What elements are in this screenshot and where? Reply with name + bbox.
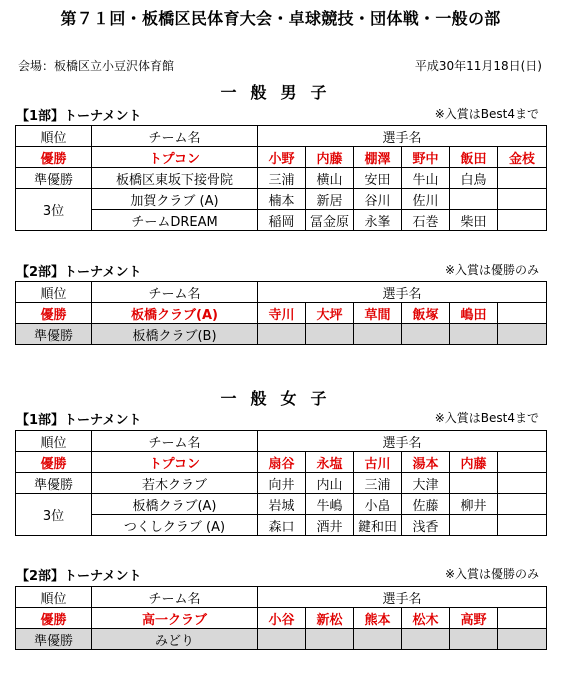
rank-cell: 優勝 — [16, 147, 92, 168]
player-cell: 牛嶋 — [306, 494, 354, 515]
player-cell: 三浦 — [354, 473, 402, 494]
rank-cell: 優勝 — [16, 303, 92, 324]
men-div1-title: 【1部】トーナメント — [16, 109, 142, 124]
rank-cell: 3位 — [16, 494, 92, 536]
player-cell — [450, 189, 498, 210]
table-row — [16, 210, 547, 231]
player-cell: 大津 — [402, 473, 450, 494]
team-name-cell: トプコン — [92, 147, 258, 168]
player-cell: 新居 — [306, 189, 354, 210]
player-cell: 安田 — [354, 168, 402, 189]
header-row — [16, 431, 547, 452]
player-cell — [306, 629, 354, 650]
player-cell — [498, 629, 547, 650]
team-header: チーム名 — [92, 126, 258, 147]
men-section-heading: 一般男子 — [220, 83, 341, 102]
women-div1-title: 【1部】トーナメント — [16, 413, 142, 428]
player-cell: 内藤 — [450, 452, 498, 473]
player-cell: 小谷 — [258, 608, 306, 629]
player-cell: 永塩 — [306, 452, 354, 473]
player-cell: 牛山 — [402, 168, 450, 189]
rank-cell: 優勝 — [16, 608, 92, 629]
player-cell: 石巻 — [402, 210, 450, 231]
player-cell: 嶋田 — [450, 303, 498, 324]
team-header: チーム名 — [92, 587, 258, 608]
player-cell — [306, 324, 354, 345]
player-cell — [258, 629, 306, 650]
header-row — [16, 126, 547, 147]
rank-cell: 準優勝 — [16, 473, 92, 494]
player-cell — [498, 515, 547, 536]
rank-header: 順位 — [16, 431, 92, 452]
player-cell: 新松 — [306, 608, 354, 629]
player-cell: 向井 — [258, 473, 306, 494]
player-cell: 鍵和田 — [354, 515, 402, 536]
player-cell: 古川 — [354, 452, 402, 473]
header-row — [16, 282, 547, 303]
men-div2-title: 【2部】トーナメント — [16, 265, 142, 280]
player-cell: 柴田 — [450, 210, 498, 231]
player-cell — [498, 608, 547, 629]
team-name-cell: 若木クラブ — [92, 473, 258, 494]
men-div2-table — [15, 281, 547, 345]
women-div1-table — [15, 430, 547, 536]
header-row — [16, 587, 547, 608]
team-name-cell: 板橋クラブ(A) — [92, 303, 258, 324]
women-section-heading: 一般女子 — [220, 389, 341, 408]
player-cell: 小畠 — [354, 494, 402, 515]
team-name-cell: 高一クラブ — [92, 608, 258, 629]
player-cell — [450, 515, 498, 536]
team-name-cell: つくしクラブ (A) — [92, 515, 258, 536]
player-cell: 稲岡 — [258, 210, 306, 231]
player-cell: 岩城 — [258, 494, 306, 515]
table-row — [16, 168, 547, 189]
men-div1-note: ※入賞はBest4まで — [434, 107, 539, 121]
player-cell — [258, 324, 306, 345]
player-cell: 佐藤 — [402, 494, 450, 515]
player-cell — [450, 324, 498, 345]
player-cell: 谷川 — [354, 189, 402, 210]
player-cell — [498, 494, 547, 515]
player-cell: 内山 — [306, 473, 354, 494]
player-cell — [498, 210, 547, 231]
table-row — [16, 189, 547, 210]
player-cell: 高野 — [450, 608, 498, 629]
rank-cell: 3位 — [16, 189, 92, 231]
player-cell — [498, 168, 547, 189]
player-cell: 浅香 — [402, 515, 450, 536]
player-cell — [498, 189, 547, 210]
page-title: 第７１回・板橋区民体育大会・卓球競技・団体戦・一般の部 — [60, 9, 501, 28]
player-cell — [354, 629, 402, 650]
players-header: 選手名 — [258, 587, 547, 608]
player-cell — [402, 629, 450, 650]
women-div1-note: ※入賞はBest4まで — [434, 411, 539, 425]
rank-cell: 準優勝 — [16, 168, 92, 189]
players-header: 選手名 — [258, 126, 547, 147]
player-cell — [354, 324, 402, 345]
player-cell: 冨金原 — [306, 210, 354, 231]
player-cell: 楠本 — [258, 189, 306, 210]
men-div2-note: ※入賞は優勝のみ — [444, 263, 539, 277]
table-row — [16, 303, 547, 324]
player-cell: 熊本 — [354, 608, 402, 629]
rank-header: 順位 — [16, 126, 92, 147]
player-cell: 森口 — [258, 515, 306, 536]
team-header: チーム名 — [92, 431, 258, 452]
team-name-cell: 加賀クラブ (A) — [92, 189, 258, 210]
player-cell: 寺川 — [258, 303, 306, 324]
player-cell — [498, 452, 547, 473]
women-div2-title: 【2部】トーナメント — [16, 569, 142, 584]
rank-cell: 準優勝 — [16, 324, 92, 345]
player-cell — [402, 324, 450, 345]
table-row — [16, 494, 547, 515]
player-cell — [450, 473, 498, 494]
player-cell: 湯本 — [402, 452, 450, 473]
player-cell: 酒井 — [306, 515, 354, 536]
rank-cell: 優勝 — [16, 452, 92, 473]
table-row — [16, 147, 547, 168]
player-cell: 扇谷 — [258, 452, 306, 473]
player-cell — [498, 324, 547, 345]
player-cell: 野中 — [402, 147, 450, 168]
team-name-cell: 板橋クラブ(A) — [92, 494, 258, 515]
rank-header: 順位 — [16, 282, 92, 303]
player-cell — [450, 629, 498, 650]
player-cell: 大坪 — [306, 303, 354, 324]
table-row — [16, 608, 547, 629]
team-header: チーム名 — [92, 282, 258, 303]
players-header: 選手名 — [258, 282, 547, 303]
player-cell — [498, 473, 547, 494]
player-cell: 金枝 — [498, 147, 547, 168]
player-cell: 小野 — [258, 147, 306, 168]
team-name-cell: チームDREAM — [92, 210, 258, 231]
table-row — [16, 452, 547, 473]
table-row — [16, 515, 547, 536]
player-cell: 三浦 — [258, 168, 306, 189]
table-row — [16, 324, 547, 345]
player-cell: 柳井 — [450, 494, 498, 515]
player-cell: 飯塚 — [402, 303, 450, 324]
venue-text: 会場：板橋区立小豆沢体育館 — [18, 59, 175, 73]
player-cell: 佐川 — [402, 189, 450, 210]
player-cell — [498, 303, 547, 324]
players-header: 選手名 — [258, 431, 547, 452]
table-row — [16, 473, 547, 494]
event-date: 平成30年11月18日(日) — [414, 59, 542, 73]
team-name-cell: みどり — [92, 629, 258, 650]
team-name-cell: 板橋区東坂下接骨院 — [92, 168, 258, 189]
player-cell: 松木 — [402, 608, 450, 629]
player-cell: 白鳥 — [450, 168, 498, 189]
women-div2-note: ※入賞は優勝のみ — [444, 567, 539, 581]
player-cell: 飯田 — [450, 147, 498, 168]
player-cell: 横山 — [306, 168, 354, 189]
rank-header: 順位 — [16, 587, 92, 608]
team-name-cell: トプコン — [92, 452, 258, 473]
player-cell: 永峯 — [354, 210, 402, 231]
player-cell: 草間 — [354, 303, 402, 324]
player-cell: 内藤 — [306, 147, 354, 168]
team-name-cell: 板橋クラブ(B) — [92, 324, 258, 345]
women-div2-table — [15, 586, 547, 650]
player-cell: 棚澤 — [354, 147, 402, 168]
rank-cell: 準優勝 — [16, 629, 92, 650]
table-row — [16, 629, 547, 650]
men-div1-table — [15, 125, 547, 231]
